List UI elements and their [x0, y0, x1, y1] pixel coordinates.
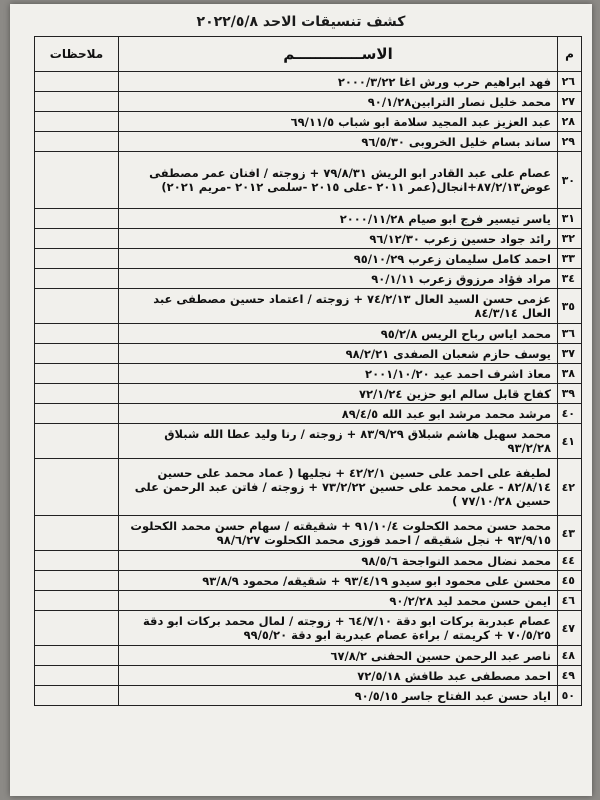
table-row — [35, 249, 582, 269]
row-notes — [35, 424, 119, 459]
row-number: ٢٨ — [558, 112, 582, 132]
row-notes — [35, 72, 119, 92]
table-row — [35, 686, 582, 706]
row-name: محمد سهيل هاشم شبلاق ٨٣/٩/٢٩ + زوجته / رنا وليد عطا الله شبلاق ٩٣/٢/٢٨ — [119, 424, 558, 459]
row-name: عبد العزيز عبد المجيد سلامة ابو شباب ٦٩/١١/٥ — [119, 112, 558, 132]
row-number: ٣٠ — [558, 152, 582, 209]
table-row — [35, 112, 582, 132]
row-name: محمد خليل نصار الترابين٩٠/١/٢٨ — [119, 92, 558, 112]
row-number: ٣١ — [558, 209, 582, 229]
table-row — [35, 132, 582, 152]
row-notes — [35, 269, 119, 289]
row-number: ٤٩ — [558, 666, 582, 686]
row-notes — [35, 289, 119, 324]
table-row — [35, 516, 582, 551]
row-notes — [35, 229, 119, 249]
row-notes — [35, 92, 119, 112]
table-row — [35, 364, 582, 384]
table-row — [35, 229, 582, 249]
row-number: ٣٩ — [558, 384, 582, 404]
row-name: عزمى حسن السيد العال ٧٤/٢/١٣ + زوجته / اعتماد حسين مصطفى عبد العال ٨٤/٣/١٤ — [119, 289, 558, 324]
row-number: ٥٠ — [558, 686, 582, 706]
table-row — [35, 92, 582, 112]
table-row — [35, 571, 582, 591]
row-name: عصام عبدربة بركات ابو دقة ٦٤/٧/١٠ + زوجته / لمال محمد بركات ابو دقة ٧٠/٥/٢٥ + كريمته / براءة عصام عبدربة ابو دقة ٩٩/٥/٢٠ — [119, 611, 558, 646]
row-notes — [35, 344, 119, 364]
table-row — [35, 72, 582, 92]
table-row — [35, 344, 582, 364]
row-number: ٣٣ — [558, 249, 582, 269]
row-name: يوسف حازم شعبان الصفدى ٩٨/٢/٢١ — [119, 344, 558, 364]
row-name: عصام على عبد القادر ابو الريش ٧٩/٨/٣١ + زوجته / افنان عمر مصطفى عوض٨٧/٢/١٣+انجال(عمر ٢٠١١ -على ٢٠١٥ -سلمى ٢٠١٢ -مريم ٢٠٢١) — [119, 152, 558, 209]
row-name: مرشد محمد مرشد ابو عبد الله ٨٩/٤/٥ — [119, 404, 558, 424]
row-notes — [35, 209, 119, 229]
row-notes — [35, 249, 119, 269]
row-number: ٣٧ — [558, 344, 582, 364]
row-name: ساند بسام خليل الخروبى ٩٦/٥/٣٠ — [119, 132, 558, 152]
row-notes — [35, 364, 119, 384]
row-number: ٤٧ — [558, 611, 582, 646]
row-name: ناصر عبد الرحمن حسين الحفنى ٦٧/٨/٢ — [119, 646, 558, 666]
row-notes — [35, 666, 119, 686]
row-notes — [35, 384, 119, 404]
row-number: ٤٣ — [558, 516, 582, 551]
table-row — [35, 152, 582, 209]
row-notes — [35, 404, 119, 424]
row-number: ٣٢ — [558, 229, 582, 249]
table-row — [35, 384, 582, 404]
table-row — [35, 459, 582, 516]
header-number: م — [558, 37, 582, 72]
row-notes — [35, 112, 119, 132]
row-notes — [35, 591, 119, 611]
document-title: كشف تنسيقات الاحد ٢٠٢٢/٥/٨ — [196, 14, 406, 30]
table-row — [35, 289, 582, 324]
row-number: ٤٥ — [558, 571, 582, 591]
table-row — [35, 324, 582, 344]
table-row — [35, 591, 582, 611]
table-row — [35, 424, 582, 459]
row-notes — [35, 571, 119, 591]
row-notes — [35, 611, 119, 646]
row-name: ياسر تيسير فرج ابو صيام ٢٠٠٠/١١/٢٨ — [119, 209, 558, 229]
row-notes — [35, 459, 119, 516]
table-row — [35, 611, 582, 646]
row-notes — [35, 132, 119, 152]
row-name: محمد نضال محمد النواجحة ٩٨/٥/٦ — [119, 551, 558, 571]
row-name: اياد حسن عبد الفتاح جاسر ٩٠/٥/١٥ — [119, 686, 558, 706]
header-row — [35, 37, 582, 72]
row-name: ايمن حسن محمد ليد ٩٠/٢/٢٨ — [119, 591, 558, 611]
table-row — [35, 269, 582, 289]
table-row — [35, 404, 582, 424]
row-number: ٤٠ — [558, 404, 582, 424]
row-name: مراد فؤاد مرزوق زعرب ٩٠/١/١١ — [119, 269, 558, 289]
row-name: احمد كامل سليمان زعرب ٩٥/١٠/٢٩ — [119, 249, 558, 269]
document-sheet — [10, 4, 592, 796]
roster-body — [35, 72, 582, 706]
row-name: فهد ابراهيم حرب ورش اغا ٢٠٠٠/٣/٢٢ — [119, 72, 558, 92]
row-notes — [35, 516, 119, 551]
row-notes — [35, 324, 119, 344]
row-number: ٤٦ — [558, 591, 582, 611]
row-name: لطيفة على احمد على حسين ٤٢/٢/١ + نجليها ( عماد محمد على حسين ٨٢/٨/١٤ - على محمد على حسين ٧٣/٢/٢٢ + زوجته / فاتن عبد الرحمن على حسين ٧٧/١٠/٢٨ ) — [119, 459, 558, 516]
row-number: ٤٨ — [558, 646, 582, 666]
table-row — [35, 551, 582, 571]
table-row — [35, 666, 582, 686]
header-name: الاســـــــــــــم — [119, 37, 558, 72]
row-number: ٤١ — [558, 424, 582, 459]
row-name: كفاح قابل سالم ابو حزين ٧٢/١/٢٤ — [119, 384, 558, 404]
row-number: ٢٩ — [558, 132, 582, 152]
row-number: ٤٤ — [558, 551, 582, 571]
row-name: محسن على محمود ابو سيدو ٩٣/٤/١٩ + شقيقه/ محمود ٩٣/٨/٩ — [119, 571, 558, 591]
row-number: ٢٧ — [558, 92, 582, 112]
row-number: ٣٤ — [558, 269, 582, 289]
table-row — [35, 646, 582, 666]
row-notes — [35, 646, 119, 666]
row-name: احمد مصطفى عبد طافش ٧٢/٥/١٨ — [119, 666, 558, 686]
header-notes: ملاحظات — [35, 37, 119, 72]
row-number: ٤٢ — [558, 459, 582, 516]
row-number: ٢٦ — [558, 72, 582, 92]
row-notes — [35, 551, 119, 571]
roster-table — [34, 36, 582, 706]
row-name: محمد اياس رباح الريس ٩٥/٢/٨ — [119, 324, 558, 344]
row-number: ٣٦ — [558, 324, 582, 344]
row-notes — [35, 152, 119, 209]
row-name: رائد جواد حسين زعرب ٩٦/١٢/٣٠ — [119, 229, 558, 249]
row-name: محمد حسن محمد الكحلوت ٩١/١٠/٤ + شقيقته / سهام حسن محمد الكحلوت ٩٣/٩/١٥ + نجل شقيقه / احمد فوزى محمد الكحلوت ٩٨/٦/٢٧ — [119, 516, 558, 551]
row-number: ٣٨ — [558, 364, 582, 384]
row-notes — [35, 686, 119, 706]
table-row — [35, 209, 582, 229]
row-name: معاذ اشرف احمد عيد ٢٠٠١/١٠/٢٠ — [119, 364, 558, 384]
row-number: ٣٥ — [558, 289, 582, 324]
